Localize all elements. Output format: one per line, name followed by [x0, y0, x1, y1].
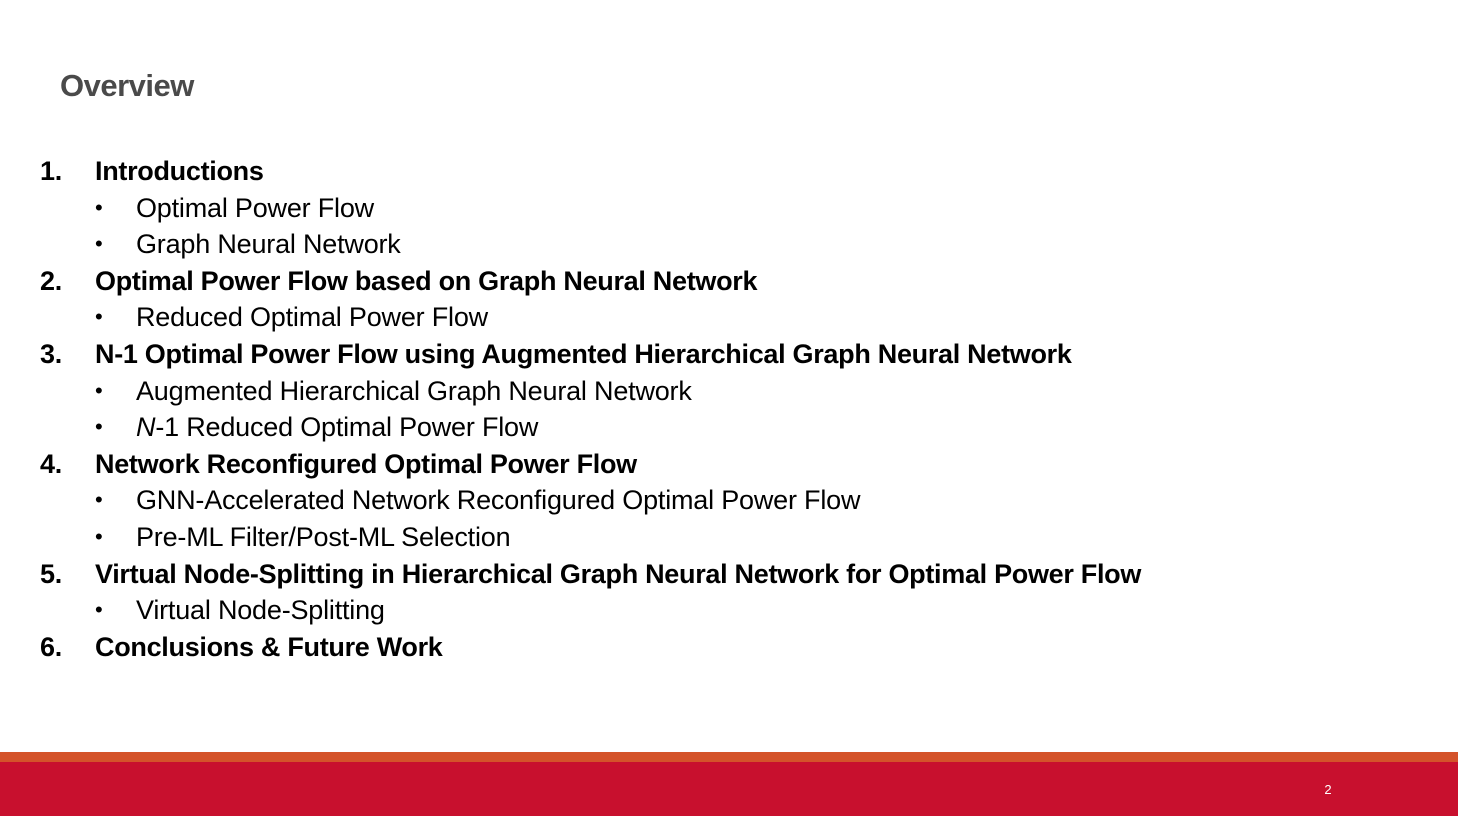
section-1	[0, 153, 1458, 190]
outline-list	[0, 153, 1458, 665]
item-text: Virtual Node-Splitting	[136, 595, 385, 626]
item-text-rest: -1 Reduced Optimal Power Flow	[155, 412, 539, 443]
section-number: 4.	[40, 448, 62, 479]
item-text: Graph Neural Network	[136, 229, 401, 260]
italic-prefix: N	[136, 412, 156, 443]
section-2	[0, 263, 1458, 300]
bullet-icon: •	[95, 414, 103, 440]
bullet-icon: •	[95, 523, 103, 549]
section-4-item-2	[0, 519, 1458, 556]
section-number: 5.	[40, 558, 62, 589]
section-4	[0, 446, 1458, 483]
bullet-icon: •	[95, 487, 103, 513]
section-title: Conclusions & Future Work	[95, 631, 443, 662]
bullet-icon: •	[95, 377, 103, 403]
item-text: Pre-ML Filter/Post-ML Selection	[136, 521, 511, 552]
section-number: 1.	[40, 156, 62, 186]
section-number: 6.	[40, 631, 62, 662]
section-4-item-1	[0, 482, 1458, 519]
item-text: GNN-Accelerated Network Reconfigured Optimal Power Flow	[136, 485, 861, 516]
bullet-icon: •	[95, 194, 103, 220]
section-title: Virtual Node-Splitting in Hierarchical Graph Neural Network for Optimal Power Flow	[95, 558, 1142, 589]
footer-bar	[0, 762, 1458, 816]
section-3	[0, 336, 1458, 373]
section-number: 3.	[40, 338, 62, 369]
item-text: Augmented Hierarchical Graph Neural Network	[136, 375, 692, 406]
section-3-item-1	[0, 373, 1458, 410]
section-title: Introductions	[95, 156, 264, 186]
section-1-item-1	[0, 190, 1458, 227]
section-number: 2.	[40, 265, 62, 296]
footer-accent-stripe	[0, 752, 1458, 762]
bullet-icon: •	[95, 597, 103, 623]
section-1-item-2	[0, 226, 1458, 263]
section-2-item-1	[0, 299, 1458, 336]
slide-title: Overview	[60, 68, 194, 103]
page-number: 2	[1324, 782, 1332, 797]
section-3-item-2	[0, 409, 1458, 446]
section-title: Optimal Power Flow based on Graph Neural Network	[95, 265, 758, 296]
section-title: N-1 Optimal Power Flow using Augmented Hierarchical Graph Neural Network	[95, 338, 1072, 369]
section-5	[0, 556, 1458, 593]
section-6	[0, 629, 1458, 666]
bullet-icon: •	[95, 304, 103, 330]
section-5-item-1	[0, 592, 1458, 629]
item-text: Reduced Optimal Power Flow	[136, 302, 488, 333]
bullet-icon: •	[95, 231, 103, 257]
item-text: Optimal Power Flow	[136, 192, 374, 223]
item-text	[136, 409, 538, 446]
section-title: Network Reconfigured Optimal Power Flow	[95, 448, 637, 479]
